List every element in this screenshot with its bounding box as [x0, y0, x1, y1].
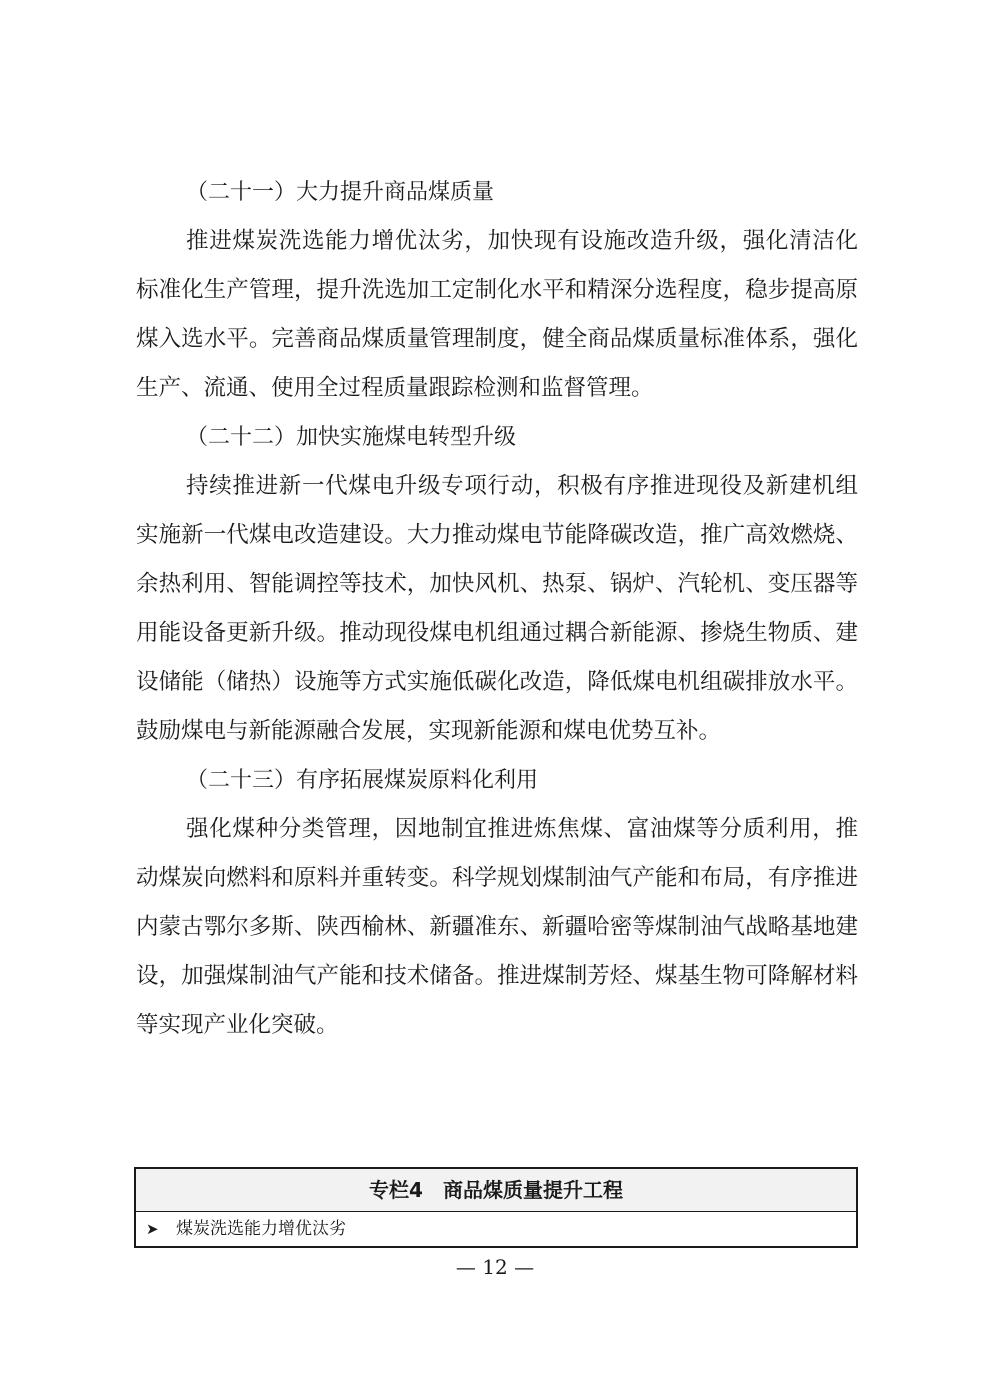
section-heading: （二十二）加快实施煤电转型升级: [186, 425, 517, 450]
column-box-title: 专栏4 商品煤质量提升工程: [136, 1169, 856, 1212]
column-box-item: [136, 1212, 856, 1247]
arrow-bullet-icon: ➤: [146, 1220, 159, 1238]
column-box-item-text: 煤炭洗选能力增优汰劣: [176, 1219, 346, 1239]
page-number: — 12 —: [455, 1255, 535, 1279]
section-paragraph: 强化煤种分类管理，因地制宜推进炼焦煤、富油煤等分质利用，推动煤炭向燃料和原料并重转变。科学规划煤制油气产能和布局，有序推进内蒙古鄂尔多斯、陕西榆林、新疆准东、新疆哈密等煤制油气战略基地建设，加强煤制油气产能和技术储备。推进煤制芳烃、煤基生物可降解材料等实现产业化突破。: [136, 816, 858, 1038]
column-box: [134, 1167, 858, 1248]
section-paragraph: 推进煤炭洗选能力增优汰劣，加快现有设施改造升级，强化清洁化标准化生产管理，提升洗选加工定制化水平和精深分选程度，稳步提高原煤入选水平。完善商品煤质量管理制度，健全商品煤质量标准体系，强化生产、流通、使用全过程质量跟踪检测和监督管理。: [136, 228, 858, 401]
section-heading: （二十三）有序拓展煤炭原料化利用: [186, 768, 539, 793]
section-heading: （二十一）大力提升商品煤质量: [186, 180, 495, 205]
document-body: [136, 168, 858, 1050]
section-paragraph: 持续推进新一代煤电升级专项行动，积极有序推进现役及新建机组实施新一代煤电改造建设。大力推动煤电节能降碳改造，推广高效燃烧、余热利用、智能调控等技术，加快风机、热泵、锅炉、汽轮机、变压器等用能设备更新升级。推动现役煤电机组通过耦合新能源、掺烧生物质、建设储能（储热）设施等方式实施低碳化改造，降低煤电机组碳排放水平。鼓励煤电与新能源融合发展，实现新能源和煤电优势互补。: [136, 473, 858, 744]
